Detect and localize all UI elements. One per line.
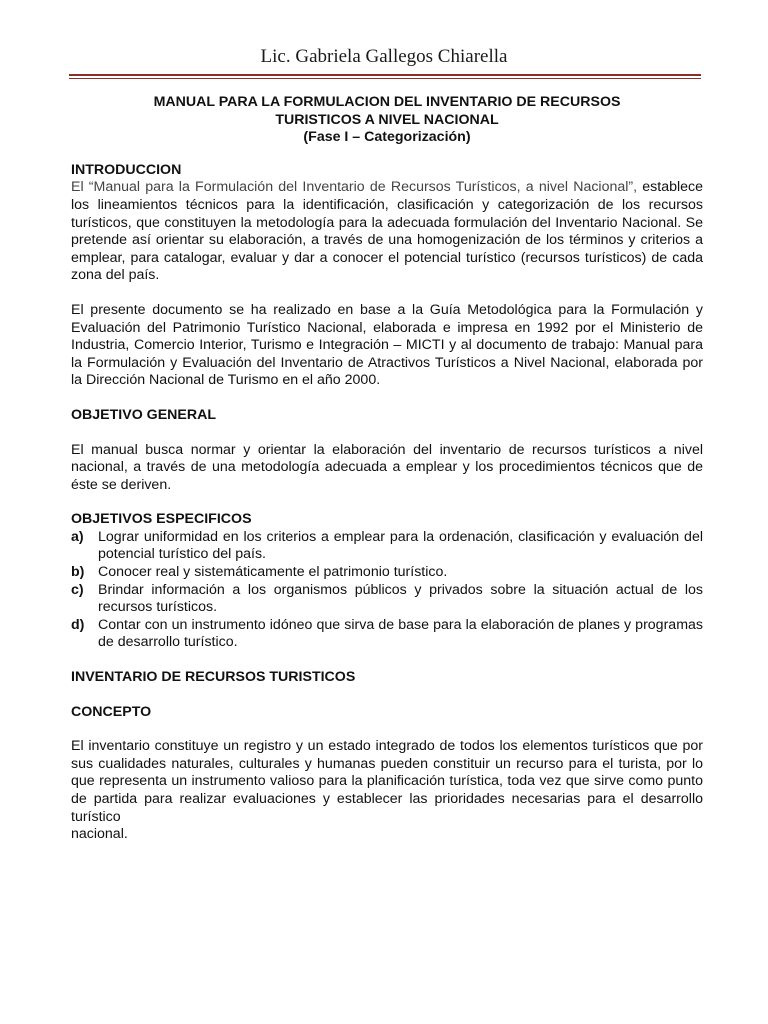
list-item — [71, 617, 703, 652]
intro-lead-sentence: El “Manual para la Formulación del Inventario de Recursos Turísticos, a nivel Nacional”, — [71, 179, 638, 196]
list-item-marker: b) — [71, 564, 85, 581]
title-line-2: TURISTICOS A NIVEL NACIONAL — [275, 111, 499, 128]
list-item-marker: d) — [71, 616, 85, 633]
objetivo-general-text: El manual busca normar y orientar la elaboración del inventario de recursos turísticos a nivel nacional, a través de una metodología adecuada a emplear y los procedimientos técnicos que de éste se deriven. — [71, 441, 703, 493]
page-header-author: Lic. Gabriela Gallegos Chiarella — [260, 46, 508, 67]
document-title — [71, 94, 703, 147]
list-item — [71, 582, 703, 617]
list-item-text: Contar con un instrumento idóneo que sirva de base para la elaboración de planes y programas de desarrollo turístico. — [98, 616, 703, 651]
objetivos-especificos-list — [71, 529, 703, 652]
concepto-text: El inventario constituye un registro y un estado integrado de todos los elementos turísticos que por sus cualidades naturales, culturales y humanas pueden constituir un recurso para el turista, por lo que representa un instrumento valioso para la planificación turística, toda vez que sirve como punto de partida para realizar evaluaciones y establecer las prioridades necesarias para el desarrollo turístico — [71, 738, 703, 825]
title-line-1: MANUAL PARA LA FORMULACION DEL INVENTARIO DE RECURSOS — [153, 94, 621, 110]
list-item-text: Lograr uniformidad en los criterios a emplear para la ordenación, clasificación y evaluación del potencial turístico del país. — [98, 528, 703, 563]
document-body — [71, 94, 703, 844]
heading-introduccion: INTRODUCCION — [71, 161, 182, 178]
concepto-text-end: nacional. — [71, 826, 128, 843]
list-item — [71, 564, 703, 582]
list-item-marker: c) — [71, 581, 84, 598]
list-item — [71, 529, 703, 564]
header-rule-thin — [69, 78, 701, 79]
intro-paragraph-2: El presente documento se ha realizado en base a la Guía Metodológica para la Formulación y Evaluación del Patrimonio Turístico Nacional, elaborada e impresa en 1992 por el Ministerio de Industria, Comercio Interior, Turismo e Integración – MICTI y al documento de trabajo: Manual para la Formulación y Evaluación del Inventario de Atractivos Turísticos a Nivel Nacional, elaborada por la Dirección Nacional de Turismo en el año 2000. — [71, 301, 703, 389]
title-line-3: (Fase I – Categorización) — [303, 129, 471, 146]
heading-inventario: INVENTARIO DE RECURSOS TURISTICOS — [71, 669, 356, 686]
list-item-text: Conocer real y sistemáticamente el patrimonio turístico. — [98, 564, 448, 581]
intro-paragraph-1-rest: establece los lineamientos técnicos para la identificación, clasificación y categorización de los recursos turísticos, que constituyen la metodología para la adecuada formulación del Inventario Nacional. Se pretende así orientar su elaboración, a través de una homogenización de los términos y criterios a emplear, para catalogar, evaluar y dar a conocer el potencial turístico (recursos turísticos) de cada zona del país. — [71, 179, 703, 284]
list-item-marker: a) — [71, 528, 84, 545]
list-item-text: Brindar información a los organismos públicos y privados sobre la situación actual de los recursos turísticos. — [98, 581, 703, 616]
heading-objetivo-general: OBJETIVO GENERAL — [71, 406, 217, 423]
header-rule-thick — [69, 74, 701, 76]
intro-paragraph-1 — [71, 179, 703, 285]
heading-objetivos-especificos: OBJETIVOS ESPECIFICOS — [71, 511, 252, 528]
heading-concepto: CONCEPTO — [71, 703, 152, 720]
